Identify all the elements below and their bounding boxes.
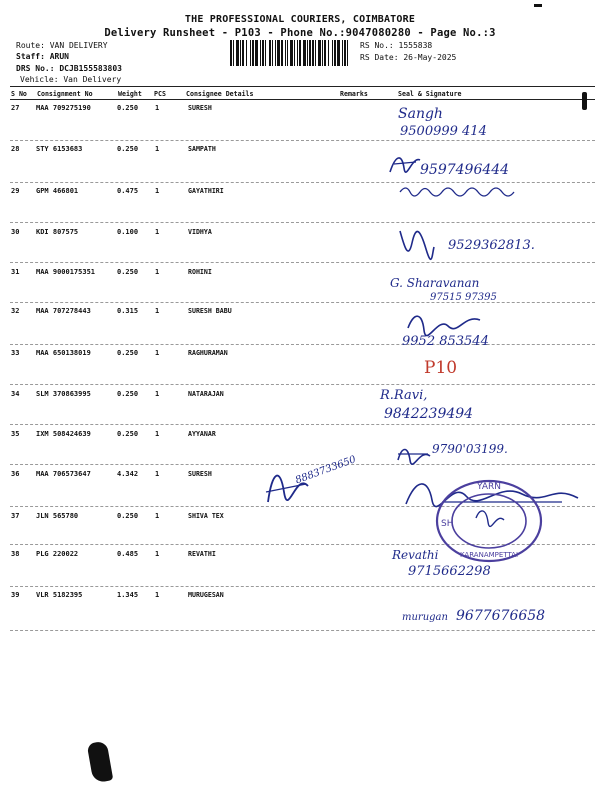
- row-pcs: 1: [155, 307, 160, 315]
- row-consignment-no: STY 6153683: [36, 145, 83, 153]
- signature-36-scribble: [262, 462, 312, 508]
- row-pcs: 1: [155, 512, 160, 520]
- signature-31-phone: 97515 97395: [430, 292, 497, 303]
- scan-mark-right: [582, 92, 587, 110]
- row-consignee: NATARAJAN: [188, 390, 224, 398]
- rs-number: RS No.: 1555838: [360, 41, 433, 50]
- row-consignee: SURESH: [188, 470, 212, 478]
- row-consignee: ROHINI: [188, 268, 212, 276]
- row-consignee: SAMPATH: [188, 145, 216, 153]
- row-consignee: MURUGESAN: [188, 591, 224, 599]
- signature-32-phone: 9952 853544: [402, 334, 489, 349]
- col-sno: S No: [11, 90, 27, 98]
- row-pcs: 1: [155, 145, 160, 153]
- row-separator: [10, 262, 595, 263]
- barcode: [230, 40, 352, 66]
- row-consignment-no: SLM 370863995: [36, 390, 91, 398]
- row-consignment-no: GPM 466801: [36, 187, 79, 195]
- row-separator: [10, 140, 595, 141]
- row-weight: 0.250: [117, 145, 139, 153]
- row-weight: 4.342: [117, 470, 139, 478]
- signature-27-phone: 9500999 414: [400, 124, 487, 139]
- row-consignment-no: IXM 508424639: [36, 430, 91, 438]
- row-pcs: 1: [155, 591, 160, 599]
- col-consignment: Consignment No: [37, 90, 93, 98]
- scan-mark-top: [534, 4, 542, 7]
- row-consignee: SHIVA TEX: [188, 512, 224, 520]
- row-serial: 34: [11, 390, 20, 398]
- row-serial: 29: [11, 187, 20, 195]
- row-weight: 0.250: [117, 430, 139, 438]
- row-separator: [10, 344, 595, 345]
- row-separator: [10, 222, 595, 223]
- row-weight: 0.100: [117, 228, 139, 236]
- signature-39-phone: 9677676658: [456, 608, 546, 624]
- row-consignee: AYYANAR: [188, 430, 216, 438]
- header-rule-top: [10, 86, 595, 87]
- row-pcs: 1: [155, 349, 160, 357]
- route-label: Route: VAN DELIVERY: [16, 41, 108, 50]
- row-serial: 27: [11, 104, 20, 112]
- row-consignment-no: MAA 709275190: [36, 104, 91, 112]
- row-serial: 32: [11, 307, 20, 315]
- row-consignment-no: JLN 565780: [36, 512, 79, 520]
- row-separator: [10, 302, 595, 303]
- col-pcs: PCS: [154, 90, 166, 98]
- signature-31-name: G. Sharavanan: [390, 276, 480, 290]
- col-remarks: Remarks: [340, 90, 368, 98]
- signature-35-phone: 9790'03199.: [432, 442, 508, 456]
- row-consignment-no: MAA 650138019: [36, 349, 91, 357]
- signature-30-phone: 9529362813.: [448, 238, 535, 253]
- scan-blot: [87, 741, 114, 784]
- row-pcs: 1: [155, 390, 160, 398]
- signature-35-scribble: [396, 444, 432, 466]
- row-serial: 30: [11, 228, 20, 236]
- row-consignee: RAGHURAMAN: [188, 349, 228, 357]
- col-consignee: Consignee Details: [186, 90, 254, 98]
- row-consignment-no: MAA 9000175351: [36, 268, 96, 276]
- vehicle-label: Vehicle: Van Delivery: [20, 75, 122, 84]
- row-separator: [10, 384, 595, 385]
- row-consignee: REVATHI: [188, 550, 216, 558]
- remark-33-p10: P10: [424, 358, 458, 378]
- stamp-text-bottom: KARANAMPETTAI: [459, 551, 519, 559]
- row-pcs: 1: [155, 104, 160, 112]
- row-consignee: SURESH BABU: [188, 307, 232, 315]
- stamp-text-top: YARN: [477, 482, 501, 492]
- rs-date: RS Date: 26-May-2025: [360, 53, 457, 62]
- drs-number: DRS No.: DCJB155583803: [16, 64, 122, 73]
- col-seal-signature: Seal & Signature: [398, 90, 462, 98]
- row-consignment-no: VLR 5182395: [36, 591, 83, 599]
- runsheet-subtitle: Delivery Runsheet - P103 - Phone No.:9047080280 - Page No.:3: [104, 27, 496, 39]
- row-separator: [10, 424, 595, 425]
- signature-38-phone: 9715662298: [408, 564, 491, 579]
- signature-38-name: Revathi: [392, 548, 439, 562]
- row-pcs: 1: [155, 228, 160, 236]
- row-weight: 0.485: [117, 550, 139, 558]
- row-consignment-no: KDI 807575: [36, 228, 79, 236]
- row-serial: 38: [11, 550, 20, 558]
- stamp-text-left: SH: [441, 519, 454, 529]
- signature-29-script: [396, 182, 546, 200]
- row-weight: 0.250: [117, 390, 139, 398]
- row-pcs: 1: [155, 430, 160, 438]
- row-pcs: 1: [155, 550, 160, 558]
- row-separator: [10, 630, 595, 631]
- row-separator: [10, 586, 595, 587]
- row-consignment-no: MAA 706573647: [36, 470, 91, 478]
- row-pcs: 1: [155, 268, 160, 276]
- signature-34-phone: 9842239494: [384, 406, 474, 422]
- row-serial: 35: [11, 430, 20, 438]
- signature-36-phone: 8883733650: [294, 454, 358, 487]
- row-consignee: GAYATHIRI: [188, 187, 224, 195]
- row-serial: 36: [11, 470, 20, 478]
- row-serial: 28: [11, 145, 20, 153]
- row-consignee: VIDHYA: [188, 228, 212, 236]
- row-consignee: SURESH: [188, 104, 212, 112]
- row-serial: 37: [11, 512, 20, 520]
- row-weight: 0.315: [117, 307, 139, 315]
- row-weight: 1.345: [117, 591, 139, 599]
- row-serial: 33: [11, 349, 20, 357]
- row-serial: 31: [11, 268, 20, 276]
- signature-39-name: murugan: [402, 612, 448, 623]
- staff-label: Staff: ARUN: [16, 52, 69, 61]
- row-weight: 0.250: [117, 268, 139, 276]
- signature-30-scribble: [396, 225, 436, 265]
- row-weight: 0.250: [117, 104, 139, 112]
- seal-stamp: [434, 478, 544, 564]
- row-consignment-no: PLG 220022: [36, 550, 79, 558]
- signature-34-name: R.Ravi,: [380, 388, 428, 403]
- row-consignment-no: MAA 707278443: [36, 307, 91, 315]
- col-weight: Weight: [118, 90, 142, 98]
- row-weight: 0.250: [117, 512, 139, 520]
- header-rule-bottom: [10, 99, 595, 100]
- row-serial: 39: [11, 591, 20, 599]
- row-weight: 0.250: [117, 349, 139, 357]
- signature-28-phone: 9597496444: [420, 162, 510, 178]
- row-weight: 0.475: [117, 187, 139, 195]
- company-title: THE PROFESSIONAL COURIERS, COIMBATORE: [184, 14, 416, 25]
- signature-27-name: Sangh: [398, 106, 443, 122]
- row-pcs: 1: [155, 187, 160, 195]
- row-pcs: 1: [155, 470, 160, 478]
